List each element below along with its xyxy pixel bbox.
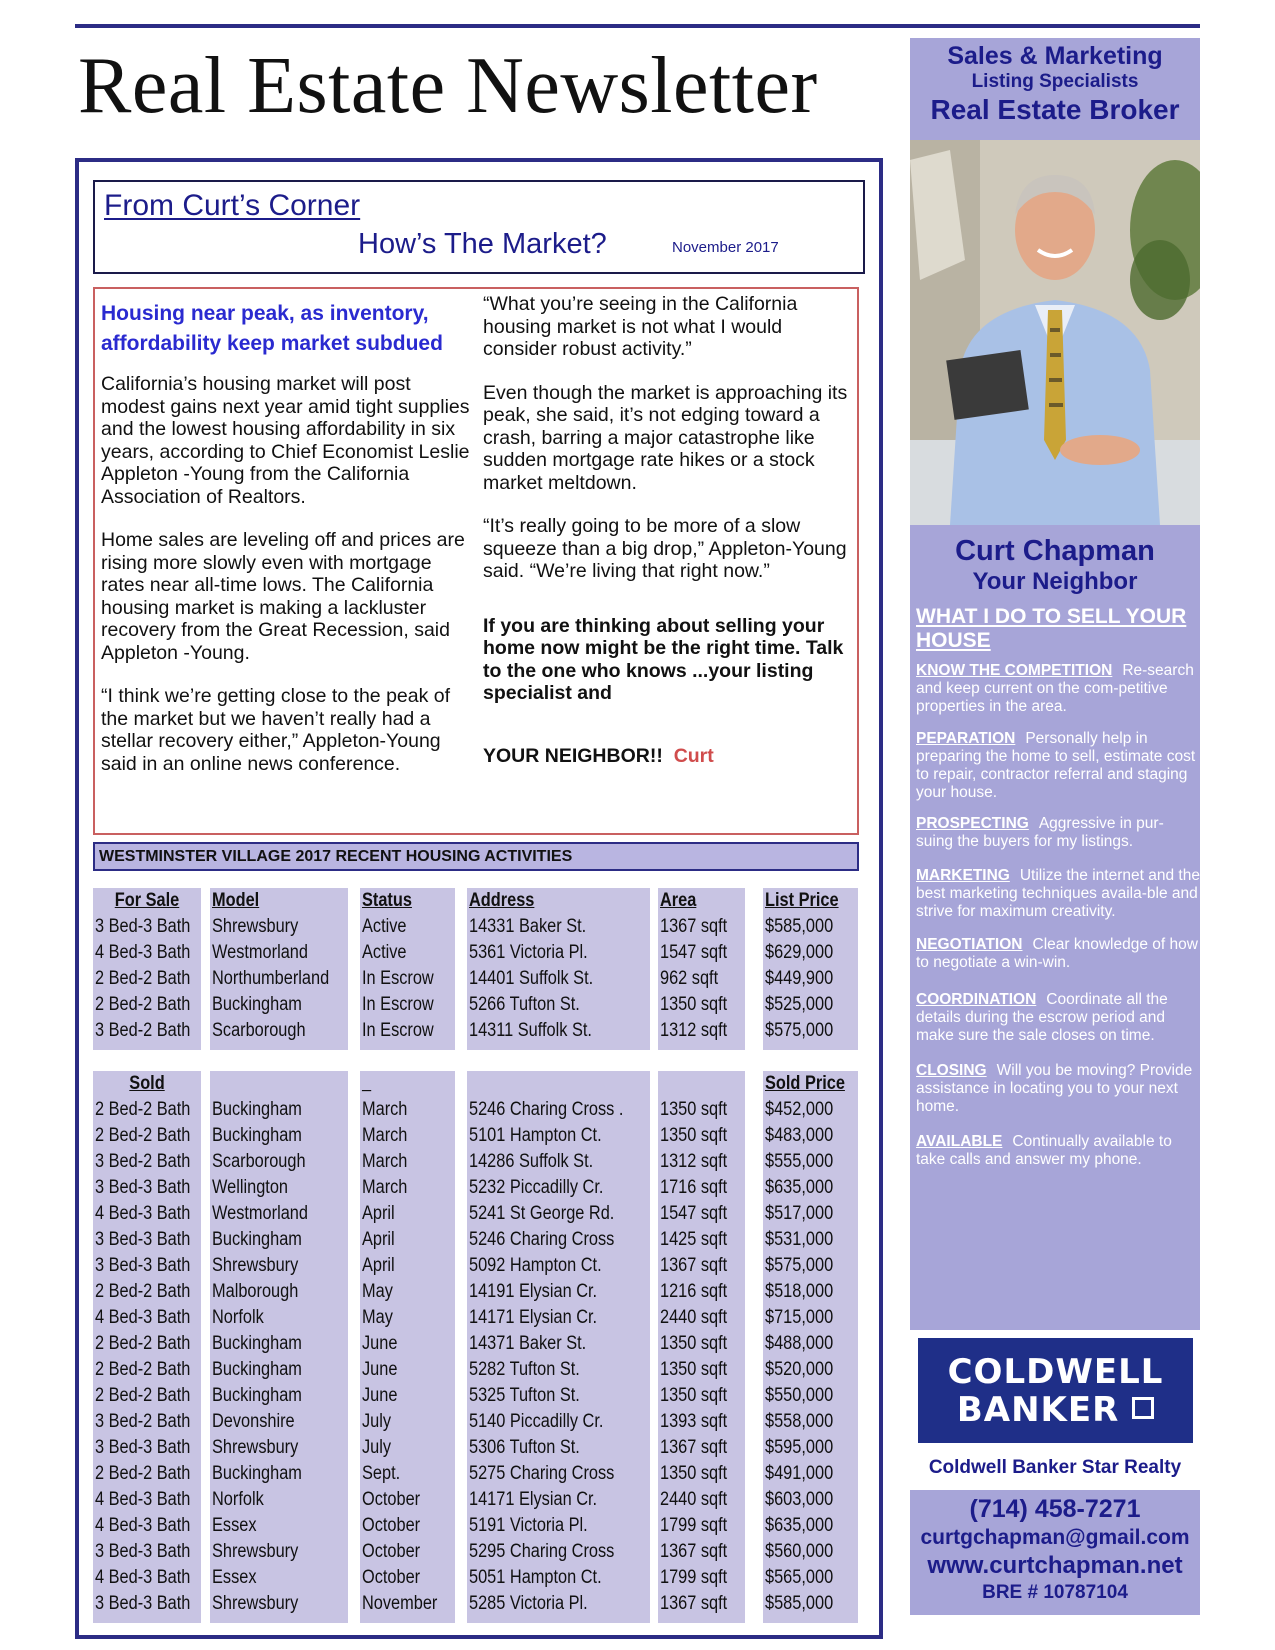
table-column-header: List Price — [765, 890, 839, 911]
sold-row-cell: 1312 sqft — [660, 1151, 728, 1172]
sold-row-cell: 1350 sqft — [660, 1359, 728, 1380]
sold-row-cell: $595,000 — [765, 1437, 834, 1458]
sold-row-cell: 14171 Elysian Cr. — [469, 1489, 598, 1510]
service-title: PEPARATION — [916, 730, 1016, 747]
sold-row-cell: Norfolk — [212, 1307, 264, 1328]
corner-title: From Curt’s Corner — [104, 189, 361, 222]
sold-row-cell: May — [362, 1281, 393, 1302]
cb-mark-icon — [1132, 1397, 1154, 1419]
agent-portrait-illustration — [910, 140, 1200, 525]
sold-row-cell: $603,000 — [765, 1489, 834, 1510]
sold-row-cell: 2 Bed-2 Bath — [95, 1125, 191, 1146]
sold-row-cell: Sept. — [362, 1463, 401, 1484]
sold-row-cell: $560,000 — [765, 1541, 834, 1562]
sold-row-cell: $558,000 — [765, 1411, 834, 1432]
sold-row-cell: April — [362, 1203, 395, 1224]
sold-row-cell: 1367 sqft — [660, 1541, 728, 1562]
service-title: KNOW THE COMPETITION — [916, 662, 1113, 679]
sold-row-cell: Buckingham — [212, 1125, 302, 1146]
sold-row-cell: 4 Bed-3 Bath — [95, 1489, 191, 1510]
service-title: COORDINATION — [916, 991, 1037, 1008]
agent-name: Curt Chapman — [955, 535, 1155, 567]
contact-block — [910, 1490, 1200, 1615]
sold-row-cell: 14371 Baker St. — [469, 1333, 587, 1354]
sold-row-cell: $635,000 — [765, 1177, 834, 1198]
table-column-header: _ — [362, 1073, 372, 1094]
service-text: Aggressive in pur-suing the buyers for my listings. — [916, 815, 1164, 850]
for-sale-row-cell: Buckingham — [212, 994, 302, 1015]
sidebar-header — [910, 38, 1200, 140]
for-sale-row-cell: $575,000 — [765, 1020, 834, 1041]
for-sale-row-cell: Active — [362, 916, 407, 937]
sold-row-cell: $488,000 — [765, 1333, 834, 1354]
sold-row-cell: $520,000 — [765, 1359, 834, 1380]
call-to-action: If you are thinking about selling your home now might be the right time. Talk to the one who knows ...your listing specialist and — [483, 614, 844, 704]
service-item — [916, 1133, 1200, 1169]
corner-subtitle: How’s The Market? — [358, 228, 607, 260]
for-sale-row-cell: In Escrow — [362, 968, 434, 989]
article-paragraph: “It’s really going to be more of a slow squeeze than a big drop,” Appleton-Young said. “We’re living that right now.” — [483, 515, 847, 582]
table-column-header: Area — [660, 890, 697, 911]
sold-row-cell: Buckingham — [212, 1359, 302, 1380]
service-item — [916, 867, 1200, 921]
sold-row-cell: 5092 Hampton Ct. — [469, 1255, 602, 1276]
sold-row-cell: 5246 Charing Cross — [469, 1229, 615, 1250]
contact-website[interactable]: www.curtchapman.net — [927, 1552, 1183, 1579]
service-title: MARKETING — [916, 867, 1010, 884]
service-title: AVAILABLE — [916, 1133, 1003, 1150]
for-sale-row-cell: 14331 Baker St. — [469, 916, 587, 937]
for-sale-row-cell: Shrewsbury — [212, 916, 299, 937]
service-item — [916, 1062, 1200, 1116]
service-item — [916, 662, 1200, 716]
sold-row-cell: October — [362, 1541, 421, 1562]
article-paragraph: Even though the market is approaching its peak, she said, it’s not edging toward a crash, barring a major catastrophe like sudden mortgage rate hikes or a stock market meltdown. — [483, 381, 848, 494]
for-sale-row-cell: Scarborough — [212, 1020, 306, 1041]
sold-row-cell: 5285 Victoria Pl. — [469, 1593, 588, 1614]
sold-row-cell: 5295 Charing Cross — [469, 1541, 615, 1562]
sold-row-cell: 1216 sqft — [660, 1281, 728, 1302]
sold-row-cell: Shrewsbury — [212, 1255, 299, 1276]
sold-row-cell: 5232 Piccadilly Cr. — [469, 1177, 604, 1198]
service-item — [916, 991, 1200, 1045]
for-sale-row-cell: In Escrow — [362, 1020, 434, 1041]
sold-row-cell: $555,000 — [765, 1151, 834, 1172]
article-headline: Housing near peak, as inventory, affordability keep market subdued — [101, 302, 443, 355]
sold-row-cell: March — [362, 1151, 408, 1172]
for-sale-row-cell: 5266 Tufton St. — [469, 994, 580, 1015]
sold-row-cell: 3 Bed-3 Bath — [95, 1177, 191, 1198]
for-sale-row-cell: 14401 Suffolk St. — [469, 968, 594, 989]
sold-row-cell: $531,000 — [765, 1229, 834, 1250]
table-column-header: Sold — [129, 1073, 165, 1094]
article-paragraph: “What you’re seeing in the California housing market is not what I would consider robust activity.” — [483, 293, 798, 360]
sold-row-cell: 3 Bed-3 Bath — [95, 1229, 191, 1250]
for-sale-row-cell: $449,900 — [765, 968, 834, 989]
sold-row-cell: 2 Bed-2 Bath — [95, 1333, 191, 1354]
sold-row-cell: Buckingham — [212, 1229, 302, 1250]
sold-row-cell: 14191 Elysian Cr. — [469, 1281, 598, 1302]
sold-row-cell: 1547 sqft — [660, 1203, 728, 1224]
article-paragraph: “I think we’re getting close to the peak of the market but we haven’t really had a stellar recovery either,” Appleton-Young said in an online news conference. — [101, 685, 451, 775]
service-text: Continually available to take calls and answer my phone. — [916, 1133, 1172, 1168]
sold-row-cell: Wellington — [212, 1177, 289, 1198]
sold-row-cell: May — [362, 1307, 393, 1328]
article-paragraph: California’s housing market will post modest gains next year amid tight supplies and the lowest housing affordability in six years, according to Chief Economist Leslie Appleton -Young from the California Association of Realtors. — [101, 373, 470, 508]
contact-phone[interactable]: (714) 458-7271 — [969, 1495, 1141, 1523]
service-text: Utilize the internet and the best marketing techniques availa-ble and strive for maximum creativity. — [916, 867, 1200, 920]
sold-row-cell: June — [362, 1359, 398, 1380]
bre-number: BRE # 10787104 — [982, 1582, 1128, 1603]
sold-row-cell: 1350 sqft — [660, 1333, 728, 1354]
sidebar-line-3: Real Estate Broker — [930, 94, 1180, 125]
sold-row-cell: 14286 Suffolk St. — [469, 1151, 594, 1172]
table-column-header: Status — [362, 890, 412, 911]
sold-row-cell: $575,000 — [765, 1255, 834, 1276]
sold-row-cell: 4 Bed-3 Bath — [95, 1567, 191, 1588]
article-paragraph: Home sales are leveling off and prices are rising more slowly even with mortgage rates near all-time lows. The California housing market is making a lackluster recovery from the Great Recession, said Appleton -Young. — [101, 529, 465, 664]
sold-row-cell: 1799 sqft — [660, 1567, 728, 1588]
sold-row-cell: 3 Bed-2 Bath — [95, 1151, 191, 1172]
agent-photo — [910, 140, 1200, 525]
for-sale-row-cell: In Escrow — [362, 994, 434, 1015]
service-title: PROSPECTING — [916, 815, 1029, 832]
sold-row-cell: $715,000 — [765, 1307, 834, 1328]
for-sale-row-cell: 962 sqft — [660, 968, 719, 989]
article-box — [93, 287, 859, 835]
sidebar-services — [910, 525, 1200, 1330]
sold-row-cell: 2440 sqft — [660, 1307, 728, 1328]
sold-row-cell: 2440 sqft — [660, 1489, 728, 1510]
service-text: Re-search and keep current on the com-petitive properties in the area. — [916, 662, 1194, 715]
sold-row-cell: 1799 sqft — [660, 1515, 728, 1536]
masthead-title: Real Estate Newsletter — [78, 42, 818, 130]
sold-row-cell: Shrewsbury — [212, 1437, 299, 1458]
sold-row-cell: $550,000 — [765, 1385, 834, 1406]
service-text: Coordinate all the details during the escrow period and make sure the sale closes on time. — [916, 991, 1168, 1044]
agent-tagline: Your Neighbor — [972, 568, 1138, 595]
brokerage-area — [910, 1330, 1200, 1490]
sold-row-cell: $565,000 — [765, 1567, 834, 1588]
sold-row-cell: $517,000 — [765, 1203, 834, 1224]
newsletter-date: November 2017 — [672, 239, 779, 256]
sold-row-cell: 5051 Hampton Ct. — [469, 1567, 602, 1588]
table-column-header: Model — [212, 890, 260, 911]
sold-row-cell: 5325 Tufton St. — [469, 1385, 580, 1406]
sold-row-cell: Devonshire — [212, 1411, 295, 1432]
brokerage-name: Coldwell Banker Star Realty — [928, 1457, 1182, 1478]
for-sale-row-cell: 2 Bed-2 Bath — [95, 994, 191, 1015]
for-sale-row-cell: Active — [362, 942, 407, 963]
sold-row-cell: 3 Bed-3 Bath — [95, 1437, 191, 1458]
sold-row-cell: 1393 sqft — [660, 1411, 728, 1432]
for-sale-row-cell: 1367 sqft — [660, 916, 728, 937]
sold-row-cell: Shrewsbury — [212, 1541, 299, 1562]
sold-row-cell: 3 Bed-3 Bath — [95, 1593, 191, 1614]
service-title: CLOSING — [916, 1062, 987, 1079]
sold-row-cell: March — [362, 1125, 408, 1146]
sold-row-cell: 5140 Piccadilly Cr. — [469, 1411, 604, 1432]
service-item — [916, 936, 1200, 972]
sold-row-cell: Essex — [212, 1515, 257, 1536]
sold-row-cell: Westmorland — [212, 1203, 308, 1224]
sold-row-cell: 1367 sqft — [660, 1593, 728, 1614]
sold-row-cell: 2 Bed-2 Bath — [95, 1385, 191, 1406]
sold-row-cell: July — [362, 1437, 392, 1458]
service-item — [916, 815, 1200, 851]
sign-off: YOUR NEIGHBOR!! Curt — [483, 744, 714, 767]
sold-row-cell: 1425 sqft — [660, 1229, 728, 1250]
sold-row-cell: June — [362, 1385, 398, 1406]
for-sale-row-cell: Northumberland — [212, 968, 330, 989]
sold-row-cell: Shrewsbury — [212, 1593, 299, 1614]
sidebar-line-1: Sales & Marketing — [947, 42, 1163, 70]
sold-row-cell: 5246 Charing Cross . — [469, 1099, 624, 1120]
sold-row-cell: 5241 St George Rd. — [469, 1203, 615, 1224]
for-sale-row-cell: $629,000 — [765, 942, 834, 963]
table-column-header: Sold Price — [765, 1073, 845, 1094]
top-rule — [75, 24, 1200, 28]
article-right-column — [483, 293, 853, 767]
service-title: NEGOTIATION — [916, 936, 1023, 953]
coldwell-banker-logo: COLDWELL BANKER — [918, 1338, 1193, 1443]
signature: Curt — [673, 744, 714, 767]
sold-row-cell: November — [362, 1593, 438, 1614]
sold-row-cell: $483,000 — [765, 1125, 834, 1146]
sold-row-cell: 14171 Elysian Cr. — [469, 1307, 598, 1328]
sold-row-cell: 4 Bed-3 Bath — [95, 1515, 191, 1536]
sold-row-cell: Buckingham — [212, 1099, 302, 1120]
sold-row-cell: $452,000 — [765, 1099, 834, 1120]
sold-row-cell: 1367 sqft — [660, 1437, 728, 1458]
sold-row-cell: Buckingham — [212, 1385, 302, 1406]
sold-row-cell: October — [362, 1567, 421, 1588]
sold-row-cell: October — [362, 1515, 421, 1536]
sold-row-cell: March — [362, 1099, 408, 1120]
sold-row-cell: 1716 sqft — [660, 1177, 728, 1198]
sold-row-cell: July — [362, 1411, 392, 1432]
sold-row-cell: 3 Bed-2 Bath — [95, 1411, 191, 1432]
curts-corner-box — [93, 180, 865, 274]
service-text: Personally help in preparing the home to sell, estimate cost to repair, contractor referral and staging your house. — [916, 730, 1196, 801]
contact-email[interactable]: curtgchapman@gmail.com — [920, 1526, 1190, 1549]
sold-row-cell: $518,000 — [765, 1281, 834, 1302]
for-sale-row-cell: 4 Bed-3 Bath — [95, 942, 191, 963]
sold-row-cell: April — [362, 1255, 395, 1276]
for-sale-row-cell: 1350 sqft — [660, 994, 728, 1015]
sold-row-cell: 5101 Hampton Ct. — [469, 1125, 602, 1146]
sold-row-cell: 5275 Charing Cross — [469, 1463, 615, 1484]
for-sale-row-cell: Westmorland — [212, 942, 308, 963]
sold-row-cell: April — [362, 1229, 395, 1250]
for-sale-row-cell: $585,000 — [765, 916, 834, 937]
sold-row-cell: Buckingham — [212, 1333, 302, 1354]
for-sale-row-cell: $525,000 — [765, 994, 834, 1015]
sold-row-cell: 1350 sqft — [660, 1099, 728, 1120]
sold-row-cell: Essex — [212, 1567, 257, 1588]
sold-row-cell: 5191 Victoria Pl. — [469, 1515, 588, 1536]
sold-row-cell: Buckingham — [212, 1463, 302, 1484]
service-item — [916, 730, 1200, 802]
sold-row-cell: 2 Bed-2 Bath — [95, 1359, 191, 1380]
sold-row-cell: 4 Bed-3 Bath — [95, 1203, 191, 1224]
sold-row-cell: $635,000 — [765, 1515, 834, 1536]
sold-row-cell: 1350 sqft — [660, 1125, 728, 1146]
activities-title: WESTMINSTER VILLAGE 2017 RECENT HOUSING ACTIVITIES — [99, 848, 573, 865]
sold-row-cell: 3 Bed-3 Bath — [95, 1255, 191, 1276]
sell-heading: WHAT I DO TO SELL YOUR HOUSE — [916, 605, 1187, 652]
sold-row-cell: 5306 Tufton St. — [469, 1437, 580, 1458]
for-sale-row-cell: 1547 sqft — [660, 942, 728, 963]
sold-row-cell: $491,000 — [765, 1463, 834, 1484]
service-text: Will you be moving? Provide assistance in locating you to your next home. — [916, 1062, 1193, 1115]
sold-row-cell: Norfolk — [212, 1489, 264, 1510]
sold-row-cell: 5282 Tufton St. — [469, 1359, 580, 1380]
sold-row-cell: 4 Bed-3 Bath — [95, 1307, 191, 1328]
sold-row-cell: 2 Bed-2 Bath — [95, 1099, 191, 1120]
sold-row-cell: $585,000 — [765, 1593, 834, 1614]
sold-row-cell: 1350 sqft — [660, 1463, 728, 1484]
sold-row-cell: Malborough — [212, 1281, 299, 1302]
for-sale-row-cell: 1312 sqft — [660, 1020, 728, 1041]
table-column-header: For Sale — [114, 890, 180, 911]
for-sale-row-cell: 3 Bed-3 Bath — [95, 916, 191, 937]
sold-row-cell: October — [362, 1489, 421, 1510]
service-text: Clear knowledge of how to negotiate a win-win. — [916, 936, 1198, 971]
sold-row-cell: 2 Bed-2 Bath — [95, 1463, 191, 1484]
sold-row-cell: 2 Bed-2 Bath — [95, 1281, 191, 1302]
sidebar-line-2: Listing Specialists — [971, 71, 1139, 92]
table-column-header: Address — [469, 890, 535, 911]
sold-row-cell: Scarborough — [212, 1151, 306, 1172]
for-sale-row-cell: 14311 Suffolk St. — [469, 1020, 592, 1041]
sold-row-cell: 1367 sqft — [660, 1255, 728, 1276]
sold-row-cell: March — [362, 1177, 408, 1198]
sold-row-cell: 3 Bed-3 Bath — [95, 1541, 191, 1562]
for-sale-row-cell: 3 Bed-2 Bath — [95, 1020, 191, 1041]
activities-title-bar — [93, 842, 859, 871]
sold-row-cell: 1350 sqft — [660, 1385, 728, 1406]
article-left-column — [101, 299, 471, 796]
for-sale-row-cell: 2 Bed-2 Bath — [95, 968, 191, 989]
for-sale-row-cell: 5361 Victoria Pl. — [469, 942, 588, 963]
sold-row-cell: June — [362, 1333, 398, 1354]
